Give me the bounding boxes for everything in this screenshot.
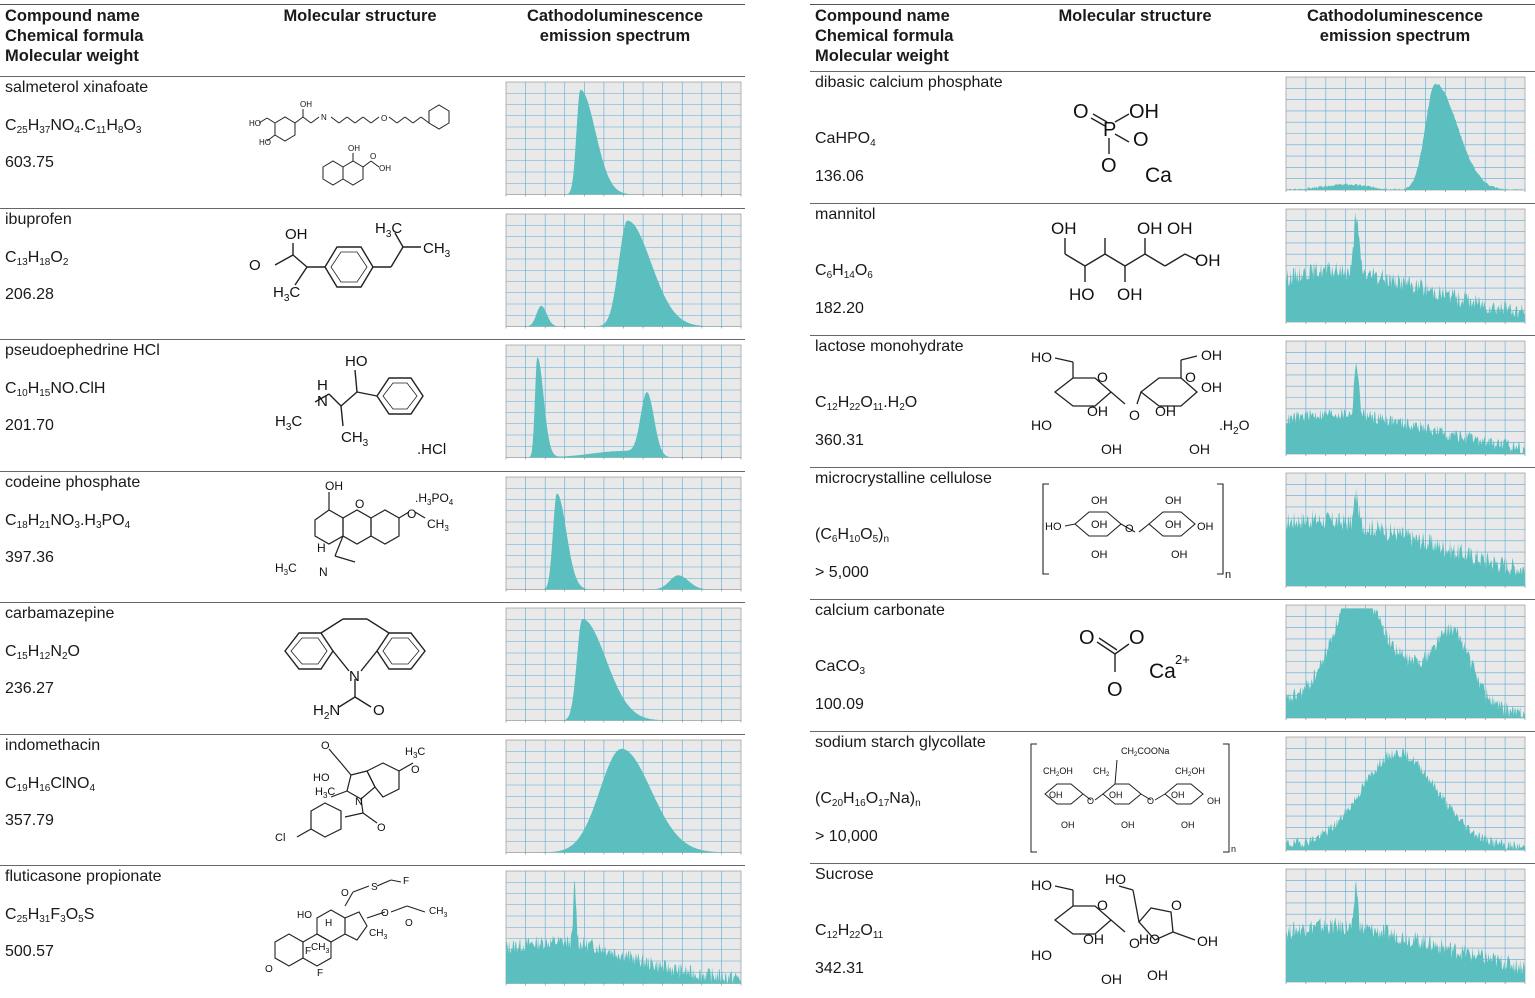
svg-text:OH: OH xyxy=(1083,931,1104,947)
svg-text:OH: OH xyxy=(1051,219,1077,238)
svg-text:O: O xyxy=(1073,101,1089,123)
svg-text:N: N xyxy=(317,393,328,410)
compound-name: carbamazepine xyxy=(5,605,115,622)
chemical-formula: $C_{18}H_{21}NO_3.H_3PO_4$ xyxy=(5,511,131,531)
chemical-formula: $(C_{20}H_{16}O_{17}Na)_n$ xyxy=(815,790,921,809)
svg-text:OH: OH xyxy=(1189,441,1210,457)
table-top-rule xyxy=(810,4,1535,5)
chemical-formula: $C_{15}H_{12}N_2O$ xyxy=(5,643,80,662)
svg-text:n: n xyxy=(1231,844,1237,854)
svg-text:P: P xyxy=(1103,119,1117,141)
svg-text:O: O xyxy=(355,496,365,511)
svg-text:O: O xyxy=(411,763,420,776)
svg-text:HO: HO xyxy=(1031,877,1052,893)
svg-text:OH: OH xyxy=(325,478,343,493)
svg-text:OH: OH xyxy=(1049,790,1063,800)
pseudoephedrine-structure xyxy=(245,346,485,461)
svg-text:OH: OH xyxy=(1181,820,1195,830)
svg-text:O: O xyxy=(381,908,389,919)
spectrum-plot xyxy=(490,737,744,863)
svg-text:.H2O: $.H_2O$ xyxy=(1219,417,1250,437)
sucrose-structure xyxy=(1025,870,1265,995)
svg-text:O: O xyxy=(249,256,261,274)
cl-spectrum-chart xyxy=(1270,74,1528,200)
svg-text:OH: OH xyxy=(1091,549,1108,561)
spectrum-plot xyxy=(490,605,744,731)
table-row xyxy=(0,208,745,341)
svg-text:O: O xyxy=(1087,796,1095,806)
svg-text:O: O xyxy=(377,821,386,834)
table-row xyxy=(0,471,745,604)
svg-text:F: F xyxy=(317,968,324,979)
svg-text:OH: OH xyxy=(1167,219,1193,238)
svg-text:Ca: Ca xyxy=(1149,660,1176,683)
molecular-weight: 360.31 xyxy=(815,432,864,449)
spectrum-plot xyxy=(1270,338,1528,464)
carbamazepine-structure xyxy=(245,609,485,724)
svg-text:O: O xyxy=(370,152,377,161)
table-row xyxy=(0,602,745,735)
svg-text:O: O xyxy=(321,740,330,752)
spectrum-plot xyxy=(1270,74,1528,200)
chemical-formula: CaHPO$_4$ xyxy=(815,130,876,149)
compound-name: salmeterol xinafoate xyxy=(5,79,149,96)
header-spectrum: Cathodoluminescence emission spectrum xyxy=(526,7,704,45)
svg-text:OH: OH xyxy=(1147,967,1168,983)
cl-spectrum-chart xyxy=(490,737,744,863)
svg-text:O: O xyxy=(1125,523,1134,535)
cl-spectrum-chart xyxy=(1270,338,1528,464)
header-compound: Compound name Chemical formula Molecular weight xyxy=(815,7,954,65)
svg-text:.HCl: .HCl xyxy=(417,441,447,456)
svg-text:OH: OH xyxy=(1129,101,1159,123)
svg-text:CH2: $CH_2$ xyxy=(1093,766,1110,778)
svg-text:OH: OH xyxy=(285,225,308,243)
chemical-formula: $(C_6H_{10}O_5)_n$ xyxy=(815,526,890,545)
svg-text:O: O xyxy=(407,506,417,521)
spectrum-plot xyxy=(490,79,744,205)
chemical-formula: $C_{10}H_{15}NO.ClH$ xyxy=(5,380,106,399)
svg-text:OH: OH xyxy=(1197,521,1214,533)
svg-text:H: H xyxy=(325,918,333,929)
svg-text:HO: HO xyxy=(1031,349,1052,365)
svg-text:CH2OH: $CH_2OH$ xyxy=(1175,766,1205,778)
molecular-weight: > 10,000 xyxy=(815,828,878,845)
svg-text:.H3PO4: $.H_3PO_4$ xyxy=(415,490,454,507)
compound-name: ibuprofen xyxy=(5,210,72,228)
svg-text:HO: HO xyxy=(1031,417,1052,433)
svg-text:H3C: $H_3C$ xyxy=(375,219,403,240)
molecular-weight: 342.31 xyxy=(815,960,864,977)
svg-text:OH: OH xyxy=(1201,347,1222,363)
header-structure: Molecular structure xyxy=(1058,7,1212,25)
svg-text:O: O xyxy=(405,918,413,929)
chemical-formula: $C_{12}H_{22}O_{11}.H_2O$ xyxy=(815,394,918,413)
svg-text:F: F xyxy=(305,946,312,957)
cl-spectrum-chart xyxy=(490,474,744,600)
svg-text:HO: HO xyxy=(259,138,271,147)
svg-text:HO: HO xyxy=(1105,871,1126,887)
molecular-weight: 182.20 xyxy=(815,300,864,317)
svg-text:N: N xyxy=(349,668,360,685)
svg-text:OH: OH xyxy=(1117,285,1143,304)
svg-text:OH: OH xyxy=(1171,549,1188,561)
molecular-weight: 397.36 xyxy=(5,548,54,566)
svg-text:H2N: $H_2N$ xyxy=(313,702,341,719)
svg-text:HO: HO xyxy=(297,910,312,921)
svg-text:O: O xyxy=(1097,369,1108,385)
fluticasone-structure xyxy=(245,872,485,987)
cl-spectrum-chart xyxy=(490,211,744,337)
molecular-weight: 236.27 xyxy=(5,680,54,697)
spectrum-plot xyxy=(1270,206,1528,332)
cl-spectrum-chart xyxy=(490,605,744,731)
svg-text:OH: OH xyxy=(1101,441,1122,457)
svg-text:H: H xyxy=(317,540,326,555)
chemical-formula: $C_{13}H_{18}O_2$ xyxy=(5,248,69,268)
svg-text:OH: OH xyxy=(1201,379,1222,395)
svg-text:H3C: $H_3C$ xyxy=(275,560,297,577)
chemical-formula: $C_{25}H_{31}F_3O_5S$ xyxy=(5,906,95,925)
svg-text:n: n xyxy=(1225,569,1232,581)
svg-text:OH: OH xyxy=(1195,251,1221,270)
svg-text:CH2OH: $CH_2OH$ xyxy=(1043,766,1073,778)
svg-text:OH: OH xyxy=(1087,403,1108,419)
compound-name: microcrystalline cellulose xyxy=(815,470,992,487)
compound-name: sodium starch glycollate xyxy=(815,734,986,751)
header-structure: Molecular structure xyxy=(283,7,437,25)
svg-text:O: O xyxy=(1107,679,1123,701)
svg-text:O: O xyxy=(1133,129,1149,151)
svg-text:OH: OH xyxy=(1197,933,1218,949)
molecular-weight: 500.57 xyxy=(5,943,54,960)
svg-text:O: O xyxy=(1129,935,1140,951)
svg-text:O: O xyxy=(1079,627,1095,649)
cl-spectrum-chart xyxy=(490,342,744,468)
svg-text:O: O xyxy=(341,888,349,899)
table-row xyxy=(810,731,1535,864)
table-row xyxy=(0,734,745,867)
compound-name: calcium carbonate xyxy=(815,602,945,619)
codeine-structure xyxy=(245,478,485,593)
chemical-formula: $C_{12}H_{22}O_{11}$ xyxy=(815,922,884,941)
svg-text:CH3: $CH_3$ xyxy=(423,239,451,260)
svg-text:O: O xyxy=(1101,155,1117,177)
svg-text:H3C: $H_3C$ xyxy=(273,283,301,304)
svg-text:O: O xyxy=(1185,369,1196,385)
svg-text:OH: OH xyxy=(1137,219,1163,238)
svg-text:H3C: $H_3C$ xyxy=(405,745,426,760)
svg-text:OH: OH xyxy=(1165,495,1182,507)
svg-text:CH3: $CH_3$ xyxy=(427,516,449,533)
molecular-weight: 136.06 xyxy=(815,168,864,185)
cl-spectrum-chart xyxy=(1270,734,1528,860)
table-row xyxy=(0,339,745,472)
molecular-weight: > 5,000 xyxy=(815,564,869,581)
svg-text:O: O xyxy=(1097,897,1108,913)
svg-text:OH: OH xyxy=(1091,495,1108,507)
compound-name: lactose monohydrate xyxy=(815,338,964,355)
molecular-weight: 206.28 xyxy=(5,285,54,303)
svg-text:OH: OH xyxy=(1165,519,1182,531)
spectrum-plot xyxy=(490,342,744,468)
svg-text:OH: OH xyxy=(1061,820,1075,830)
svg-text:OH: OH xyxy=(1155,403,1176,419)
compound-name: Sucrose xyxy=(815,866,874,883)
svg-text:HO: HO xyxy=(345,353,368,370)
ibuprofen-structure xyxy=(245,215,485,330)
indomethacin-structure xyxy=(245,741,485,856)
svg-text:HO: HO xyxy=(249,119,261,128)
svg-text:OH: OH xyxy=(300,100,312,109)
svg-text:H3C: $H_3C$ xyxy=(275,413,303,433)
cl-spectrum-chart xyxy=(1270,866,1528,992)
svg-text:O: O xyxy=(265,964,273,975)
cl-spectrum-chart xyxy=(1270,602,1528,728)
table-row xyxy=(810,71,1535,204)
svg-text:O: O xyxy=(1171,897,1182,913)
svg-text:O: O xyxy=(1129,407,1140,423)
table-row xyxy=(810,335,1535,468)
table-row xyxy=(0,76,745,209)
starch-glycollate-structure xyxy=(1025,738,1255,863)
header-spectrum: Cathodoluminescence emission spectrum xyxy=(1306,7,1484,45)
table-row xyxy=(810,467,1535,600)
svg-text:Cl: Cl xyxy=(275,831,286,844)
salmeterol-structure xyxy=(245,83,485,198)
svg-text:N: N xyxy=(321,113,327,122)
header-compound: Compound name Chemical formula Molecular weight xyxy=(5,7,144,65)
svg-text:CH3: $CH_3$ xyxy=(341,429,369,449)
table-row xyxy=(810,203,1535,336)
svg-text:OH: OH xyxy=(348,144,360,153)
svg-text:CH3: $CH_3$ xyxy=(369,928,388,941)
cl-spectrum-chart xyxy=(1270,470,1528,596)
molecular-weight: 603.75 xyxy=(5,154,54,171)
compound-name: mannitol xyxy=(815,206,876,223)
svg-text:H3C: $H_3C$ xyxy=(315,785,336,800)
spectrum-plot xyxy=(490,474,744,600)
compound-name: dibasic calcium phosphate xyxy=(815,74,1003,91)
svg-text:OH: OH xyxy=(1109,790,1123,800)
spectrum-plot xyxy=(1270,866,1528,992)
svg-text:O: O xyxy=(373,702,385,719)
calcium-carbonate-structure xyxy=(1025,606,1245,721)
svg-text:S: S xyxy=(371,882,378,893)
svg-text:F: F xyxy=(403,876,410,887)
cl-spectrum-chart xyxy=(490,868,744,994)
chemical-formula: $C_6H_{14}O_6$ xyxy=(815,262,873,281)
cl-spectrum-chart xyxy=(490,79,744,205)
molecular-weight: 201.70 xyxy=(5,417,54,434)
svg-text:H: H xyxy=(317,377,328,394)
svg-text:O: O xyxy=(381,114,388,123)
svg-text:CH2COONa: $CH_2COONa$ xyxy=(1121,746,1170,758)
chemical-formula: $C_{25}H_{37}NO_4.C_{11}H_8O_3$ xyxy=(5,117,142,136)
svg-text:OH: OH xyxy=(1091,519,1108,531)
spectrum-plot xyxy=(490,868,744,994)
cl-spectrum-chart xyxy=(1270,206,1528,332)
svg-text:HO: HO xyxy=(1045,521,1062,533)
compound-name: codeine phosphate xyxy=(5,473,141,491)
compound-name: pseudoephedrine HCl xyxy=(5,342,160,359)
compound-name: indomethacin xyxy=(5,736,101,754)
svg-text:HO: HO xyxy=(1069,285,1095,304)
molecular-weight: 357.79 xyxy=(5,811,54,829)
mannitol-structure xyxy=(1025,210,1245,325)
svg-text:CH3: $CH_3$ xyxy=(311,942,330,955)
svg-text:HO: HO xyxy=(313,771,330,784)
lactose-structure xyxy=(1025,342,1265,467)
svg-text:Ca: Ca xyxy=(1145,164,1172,187)
svg-text:OH: OH xyxy=(1207,796,1221,806)
spectrum-plot xyxy=(490,211,744,337)
svg-text:OH: OH xyxy=(379,164,391,173)
table-row xyxy=(0,865,745,998)
svg-text:HO: HO xyxy=(1139,931,1160,947)
svg-text:OH: OH xyxy=(1101,971,1122,987)
svg-text:OH: OH xyxy=(1171,790,1185,800)
table-row xyxy=(810,599,1535,732)
chemical-formula: CaCO$_3$ xyxy=(815,658,866,677)
spectrum-plot xyxy=(1270,470,1528,596)
spectrum-plot xyxy=(1270,602,1528,728)
svg-text:CH3: $CH_3$ xyxy=(429,906,448,919)
svg-text:O: O xyxy=(1147,796,1155,806)
table-top-rule xyxy=(0,4,745,5)
svg-text:N: N xyxy=(319,564,328,579)
chemical-formula: $C_{19}H_{16}ClNO_4$ xyxy=(5,774,96,794)
svg-text:OH: OH xyxy=(1121,820,1135,830)
cellulose-structure xyxy=(1025,474,1255,589)
compound-name: fluticasone propionate xyxy=(5,868,162,885)
table-row xyxy=(810,863,1535,996)
svg-text:HO: HO xyxy=(1031,947,1052,963)
svg-text:O: O xyxy=(1129,627,1145,649)
calcium-phosphate-structure xyxy=(1025,78,1245,193)
svg-text:N: N xyxy=(355,795,363,808)
spectrum-plot xyxy=(1270,734,1528,860)
svg-text:2+: 2+ xyxy=(1175,652,1190,667)
molecular-weight: 100.09 xyxy=(815,696,864,713)
